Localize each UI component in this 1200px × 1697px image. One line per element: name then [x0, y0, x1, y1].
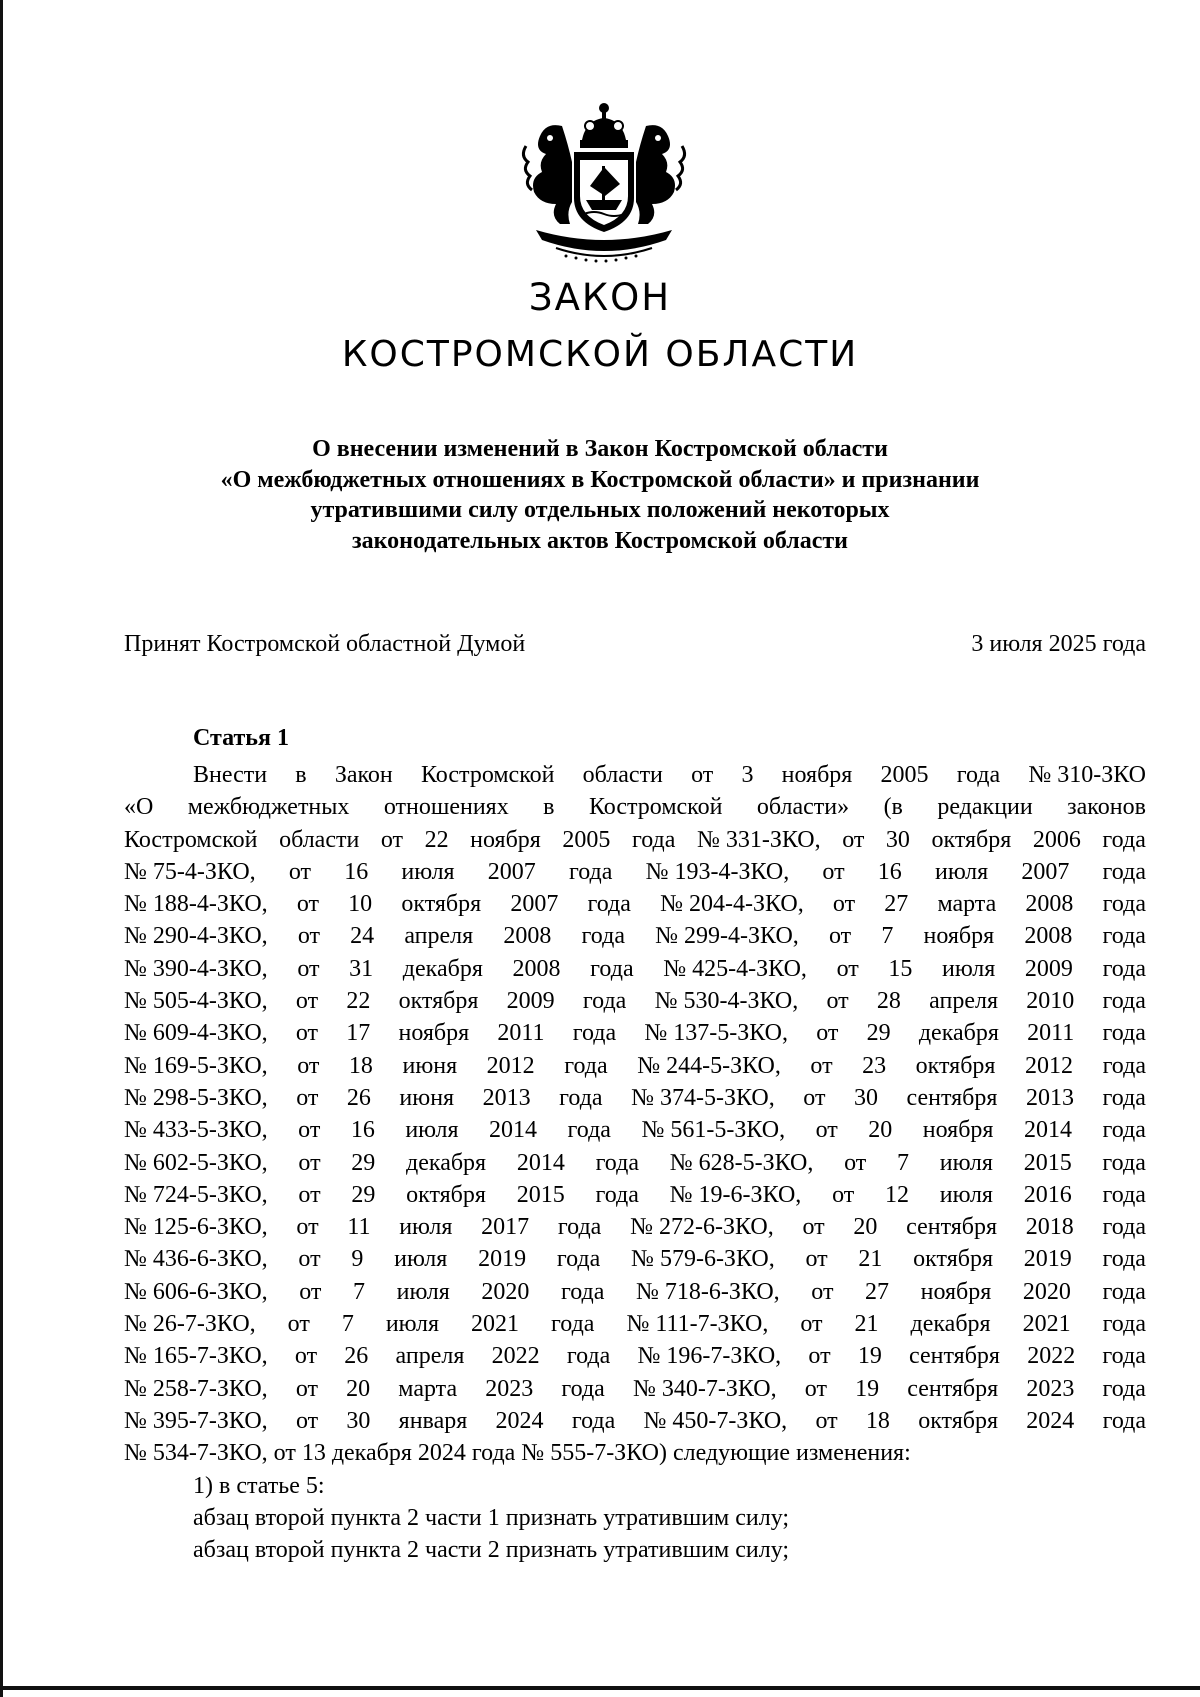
- word: № 436-6-ЗКО,: [124, 1246, 268, 1273]
- word: года: [1102, 1375, 1146, 1402]
- word: от: [808, 1343, 831, 1370]
- word: 2008: [1025, 891, 1074, 918]
- word: года: [1102, 891, 1146, 918]
- word: года: [1102, 858, 1146, 885]
- subject-line: законодательных актов Костромской области: [352, 527, 848, 554]
- word: июля: [396, 1278, 450, 1305]
- word: года: [1102, 1407, 1146, 1434]
- word: 2013: [1025, 1084, 1074, 1111]
- word: 29: [351, 1181, 376, 1208]
- word: года: [1102, 1214, 1146, 1241]
- word: ноября: [923, 923, 995, 950]
- word: от: [299, 1278, 322, 1305]
- word: от: [297, 955, 320, 982]
- word: 2014: [516, 1149, 565, 1176]
- word: 2010: [1026, 988, 1075, 1015]
- word: от: [296, 1084, 319, 1111]
- word: № 204-4-ЗКО,: [660, 891, 804, 918]
- word: № 505-4-ЗКО,: [124, 988, 268, 1015]
- scan-border-bottom: [0, 1686, 1200, 1690]
- word: сентября: [906, 1084, 998, 1111]
- word: 2007: [510, 891, 559, 918]
- word: года: [595, 1181, 639, 1208]
- word: Закон: [334, 762, 393, 788]
- text-line: [124, 1050, 1146, 1082]
- word: 2021: [471, 1311, 520, 1338]
- word: № 290-4-ЗКО,: [124, 923, 268, 950]
- word: № 26-7-ЗКО,: [124, 1311, 256, 1338]
- word: межбюджетных: [187, 794, 350, 821]
- word: апреля: [404, 923, 474, 950]
- word: № 450-7-ЗКО,: [643, 1407, 788, 1434]
- word: от: [298, 1181, 321, 1208]
- word: области: [279, 826, 360, 853]
- word: 29: [351, 1149, 376, 1176]
- word: № 169-5-ЗКО,: [124, 1052, 268, 1079]
- word: 2006: [1032, 826, 1081, 853]
- word: апреля: [395, 1343, 465, 1370]
- word: от: [296, 891, 319, 918]
- word: июля: [394, 1246, 448, 1273]
- word: от: [296, 1214, 319, 1241]
- word: от: [803, 1084, 826, 1111]
- word: 30: [346, 1407, 371, 1434]
- word: октября: [398, 988, 479, 1015]
- text-line: [124, 791, 1146, 823]
- word: 2009: [506, 988, 555, 1015]
- law-subject-heading: [150, 434, 1050, 556]
- word: 2005: [562, 826, 611, 853]
- word: 27: [884, 891, 909, 918]
- word: № 331-ЗКО,: [696, 826, 821, 853]
- word: года: [590, 955, 634, 982]
- word: № 425-4-ЗКО,: [663, 955, 807, 982]
- word: № 340-7-ЗКО,: [632, 1375, 777, 1402]
- text-line: [124, 1276, 1146, 1308]
- text-line: [124, 824, 1146, 856]
- word: № 272-6-ЗКО,: [630, 1214, 774, 1241]
- word: года: [581, 923, 625, 950]
- word: года: [1102, 1117, 1146, 1144]
- word: 2007: [487, 858, 536, 885]
- word: июля: [385, 1311, 440, 1338]
- word: от: [828, 923, 852, 950]
- word: 18: [348, 1052, 373, 1079]
- word: года: [559, 1084, 603, 1111]
- word: октября: [931, 826, 1012, 853]
- word: № 374-5-ЗКО,: [631, 1084, 775, 1111]
- word: 20: [346, 1375, 371, 1402]
- word: года: [571, 1407, 616, 1434]
- text-line: [124, 856, 1146, 888]
- word: № 125-6-ЗКО,: [124, 1214, 268, 1241]
- word: от: [288, 858, 312, 885]
- word: от: [815, 1407, 838, 1434]
- adopted-by: Принят Костромской областной Думой: [124, 631, 526, 657]
- word: июля: [939, 1149, 993, 1176]
- word: июля: [405, 1117, 459, 1144]
- word: 29: [866, 1020, 891, 1047]
- word: от: [297, 1052, 320, 1079]
- word: 2008: [503, 923, 552, 950]
- word: июля: [401, 858, 455, 885]
- word: сентября: [909, 1343, 1000, 1370]
- word: июля: [399, 1214, 453, 1241]
- word: 30: [853, 1084, 878, 1111]
- word: 20: [853, 1214, 878, 1241]
- word: 24: [350, 923, 375, 950]
- word: 26: [346, 1084, 371, 1111]
- word: октября: [913, 1246, 993, 1273]
- word: года: [566, 1343, 611, 1370]
- word: № 193-4-ЗКО,: [645, 858, 790, 885]
- word: года: [1102, 988, 1146, 1015]
- word: от: [802, 1214, 825, 1241]
- word: № 310-ЗКО: [1028, 762, 1146, 788]
- word: 2015: [516, 1181, 565, 1208]
- word: 2024: [1026, 1407, 1075, 1434]
- word: 18: [865, 1407, 890, 1434]
- word: 2023: [485, 1375, 534, 1402]
- word: 2022: [491, 1343, 540, 1370]
- word: от: [297, 923, 320, 950]
- word: «О: [124, 794, 154, 821]
- word: года: [561, 1375, 605, 1402]
- word: от: [832, 1181, 855, 1208]
- word: года: [1102, 1084, 1146, 1111]
- word: от: [826, 988, 849, 1015]
- word: в: [543, 794, 555, 821]
- word: апреля: [929, 988, 998, 1015]
- word: июля: [939, 1181, 993, 1208]
- word: июня: [399, 1084, 455, 1111]
- word: 16: [877, 858, 902, 885]
- word: № 111-7-ЗКО,: [626, 1311, 769, 1338]
- word: 7: [353, 1278, 366, 1305]
- word: года: [567, 1117, 611, 1144]
- text-line: [124, 888, 1146, 920]
- word: № 19-6-ЗКО,: [669, 1181, 802, 1208]
- word: года: [631, 826, 676, 853]
- word: 2019: [478, 1246, 527, 1273]
- word: 2011: [497, 1020, 545, 1047]
- word: № 244-5-ЗКО,: [637, 1052, 781, 1079]
- word: области»: [756, 794, 850, 821]
- word: 7: [881, 923, 894, 950]
- word: № 561-5-ЗКО,: [641, 1117, 786, 1144]
- word: года: [561, 1278, 605, 1305]
- text-line: [124, 953, 1146, 985]
- text-line: [124, 985, 1146, 1017]
- word: Костромской: [420, 762, 555, 788]
- word: от: [810, 1052, 833, 1079]
- word: 2012: [1025, 1052, 1074, 1079]
- word: № 628-5-ЗКО,: [669, 1149, 814, 1176]
- word: 30: [885, 826, 910, 853]
- word: октября: [401, 891, 482, 918]
- adoption-date: 3 июля 2025 года: [971, 631, 1146, 657]
- text-line: [124, 920, 1146, 952]
- scan-border-left: [0, 0, 3, 1697]
- word: 21: [854, 1311, 879, 1338]
- word: 16: [350, 1117, 375, 1144]
- word: января: [398, 1407, 468, 1434]
- word: от: [816, 1020, 839, 1047]
- word: № 718-6-ЗКО,: [636, 1278, 780, 1305]
- word: от: [298, 1149, 321, 1176]
- word: от: [295, 1407, 319, 1434]
- word: от: [287, 1311, 310, 1338]
- word: сентября: [907, 1375, 999, 1402]
- word: 2005: [880, 762, 929, 788]
- word: года: [564, 1052, 608, 1079]
- word: ноября: [922, 1117, 994, 1144]
- article-heading: Статья 1: [193, 725, 289, 751]
- word: № 579-6-ЗКО,: [631, 1246, 775, 1273]
- word: года: [1102, 1311, 1146, 1338]
- word: от: [295, 1375, 318, 1402]
- word: 7: [341, 1311, 354, 1338]
- word: 20: [868, 1117, 893, 1144]
- word: № 530-4-ЗКО,: [654, 988, 799, 1015]
- word: декабря: [402, 955, 483, 982]
- word: декабря: [918, 1020, 999, 1047]
- word: 2023: [1026, 1375, 1075, 1402]
- word: сентября: [906, 1214, 998, 1241]
- word: 11: [347, 1214, 371, 1241]
- word: 2021: [1022, 1311, 1071, 1338]
- word: от: [822, 858, 845, 885]
- word: № 609-4-ЗКО,: [124, 1020, 268, 1047]
- text-line: [124, 759, 1146, 791]
- word: марта: [937, 891, 997, 918]
- word: 19: [855, 1375, 880, 1402]
- word: 7: [897, 1149, 910, 1176]
- adoption-line: [124, 631, 1146, 658]
- amendment-item: абзац второй пункта 2 части 2 признать утратившим силу;: [193, 1537, 790, 1564]
- word: года: [582, 988, 627, 1015]
- word: от: [836, 955, 859, 982]
- word: № 724-5-ЗКО,: [124, 1181, 268, 1208]
- word: редакции: [937, 794, 1033, 821]
- word: № 75-4-ЗКО,: [124, 858, 256, 885]
- text-line: [124, 1179, 1146, 1211]
- word: 2022: [1027, 1343, 1076, 1370]
- word: года: [1102, 1052, 1146, 1079]
- text-line: [124, 1308, 1146, 1340]
- word: 2009: [1024, 955, 1073, 982]
- word: 23: [862, 1052, 887, 1079]
- word: (в: [883, 794, 903, 821]
- word: 2008: [1024, 923, 1073, 950]
- word: области: [582, 762, 663, 788]
- word: 26: [344, 1343, 369, 1370]
- word: № 258-7-ЗКО,: [124, 1375, 268, 1402]
- word: ноября: [781, 762, 853, 788]
- word: года: [1102, 1246, 1146, 1273]
- subject-line: «О межбюджетных отношениях в Костромской области» и признании: [220, 466, 980, 493]
- word: от: [805, 1246, 828, 1273]
- word: года: [568, 858, 613, 885]
- word: 2020: [1022, 1278, 1071, 1305]
- word: 2020: [481, 1278, 530, 1305]
- word: 10: [348, 891, 373, 918]
- word: ноября: [470, 826, 541, 853]
- text-line: [124, 1114, 1146, 1146]
- word: ноября: [920, 1278, 992, 1305]
- word: ноября: [398, 1020, 470, 1047]
- word: от: [298, 1117, 321, 1144]
- word: 16: [344, 858, 369, 885]
- word: 17: [346, 1020, 371, 1047]
- word: 28: [876, 988, 901, 1015]
- word: октября: [918, 1407, 999, 1434]
- word: декабря: [406, 1149, 487, 1176]
- word: от: [832, 891, 856, 918]
- word: от: [691, 762, 714, 788]
- word: от: [295, 1020, 319, 1047]
- word: № 298-5-ЗКО,: [124, 1084, 268, 1111]
- word: № 137-5-ЗКО,: [644, 1020, 789, 1047]
- word: 2013: [482, 1084, 531, 1111]
- word: 2019: [1023, 1246, 1072, 1273]
- word: № 390-4-ЗКО,: [124, 955, 268, 982]
- text-line: [124, 1340, 1146, 1372]
- word: 9: [351, 1246, 364, 1273]
- word: года: [595, 1149, 639, 1176]
- word: отношениях: [383, 794, 509, 821]
- text-line: [124, 1147, 1146, 1179]
- text-line: [124, 1082, 1146, 1114]
- word: марта: [398, 1375, 458, 1402]
- word: года: [1102, 1020, 1146, 1047]
- kostroma-coat-of-arms-icon: [516, 100, 692, 266]
- word: 31: [349, 955, 374, 982]
- word: 27: [865, 1278, 890, 1305]
- word: № 606-6-ЗКО,: [124, 1278, 268, 1305]
- word: 21: [858, 1246, 883, 1273]
- subject-line: утратившими силу отдельных положений некоторых: [310, 497, 890, 523]
- word: 12: [885, 1181, 910, 1208]
- word: от: [842, 826, 865, 853]
- word: 19: [857, 1343, 882, 1370]
- word: года: [1102, 826, 1146, 853]
- word: от: [844, 1149, 867, 1176]
- word: № 196-7-ЗКО,: [637, 1343, 782, 1370]
- word: от: [815, 1117, 838, 1144]
- word: 2007: [1021, 858, 1070, 885]
- word: в: [295, 762, 307, 788]
- region-title: КОСТРОМСКОЙ ОБЛАСТИ: [341, 334, 859, 375]
- text-line: № 534-7-ЗКО, от 13 декабря 2024 года № 555-7-ЗКО) следующие изменения:: [124, 1440, 911, 1467]
- word: от: [295, 988, 319, 1015]
- word: от: [800, 1311, 823, 1338]
- law-title: ЗАКОН: [528, 276, 672, 319]
- word: 3: [741, 762, 754, 788]
- text-line: [124, 1211, 1146, 1243]
- word: года: [956, 762, 1001, 788]
- word: от: [294, 1343, 318, 1370]
- word: 2015: [1023, 1149, 1072, 1176]
- word: года: [1102, 1278, 1146, 1305]
- word: года: [1102, 955, 1146, 982]
- word: от: [298, 1246, 321, 1273]
- article-body: [124, 759, 1146, 1566]
- word: года: [1102, 1181, 1146, 1208]
- word: декабря: [910, 1311, 991, 1338]
- word: года: [556, 1246, 601, 1273]
- text-line: [124, 1373, 1146, 1405]
- word: 2014: [1023, 1117, 1072, 1144]
- word: Костромской: [588, 794, 723, 821]
- word: года: [1102, 1343, 1146, 1370]
- word: 2008: [512, 955, 561, 982]
- word: № 188-4-ЗКО,: [124, 891, 268, 918]
- word: октября: [915, 1052, 996, 1079]
- word: года: [1102, 923, 1146, 950]
- word: 2012: [486, 1052, 535, 1079]
- word: июля: [942, 955, 996, 982]
- word: Внести: [193, 762, 268, 788]
- word: № 602-5-ЗКО,: [124, 1149, 268, 1176]
- word: июня: [402, 1052, 458, 1079]
- word: № 165-7-ЗКО,: [124, 1343, 268, 1370]
- word: № 299-4-ЗКО,: [655, 923, 799, 950]
- word: № 433-5-ЗКО,: [124, 1117, 268, 1144]
- subject-line: О внесении изменений в Закон Костромской области: [312, 436, 888, 462]
- word: года: [557, 1214, 602, 1241]
- word: № 395-7-ЗКО,: [124, 1407, 268, 1434]
- word: от: [811, 1278, 834, 1305]
- word: года: [1102, 1149, 1146, 1176]
- text-line: [124, 1405, 1146, 1437]
- text-line: [124, 1243, 1146, 1275]
- word: 2018: [1025, 1214, 1074, 1241]
- word: 2014: [489, 1117, 538, 1144]
- word: 2024: [495, 1407, 544, 1434]
- word: 2017: [481, 1214, 530, 1241]
- word: года: [572, 1020, 617, 1047]
- word: года: [587, 891, 631, 918]
- word: 22: [424, 826, 449, 853]
- word: от: [804, 1375, 827, 1402]
- amendment-item: 1) в статье 5:: [193, 1472, 325, 1499]
- word: от: [380, 826, 404, 853]
- word: 22: [346, 988, 371, 1015]
- word: 2011: [1027, 1020, 1075, 1047]
- word: Костромской: [124, 826, 258, 853]
- word: 2016: [1023, 1181, 1072, 1208]
- word: октября: [406, 1181, 486, 1208]
- text-line: [124, 1017, 1146, 1049]
- word: июля: [934, 858, 989, 885]
- word: 15: [888, 955, 913, 982]
- word: законов: [1067, 794, 1146, 821]
- word: года: [551, 1311, 595, 1338]
- amendment-item: абзац второй пункта 2 части 1 признать утратившим силу;: [193, 1504, 790, 1531]
